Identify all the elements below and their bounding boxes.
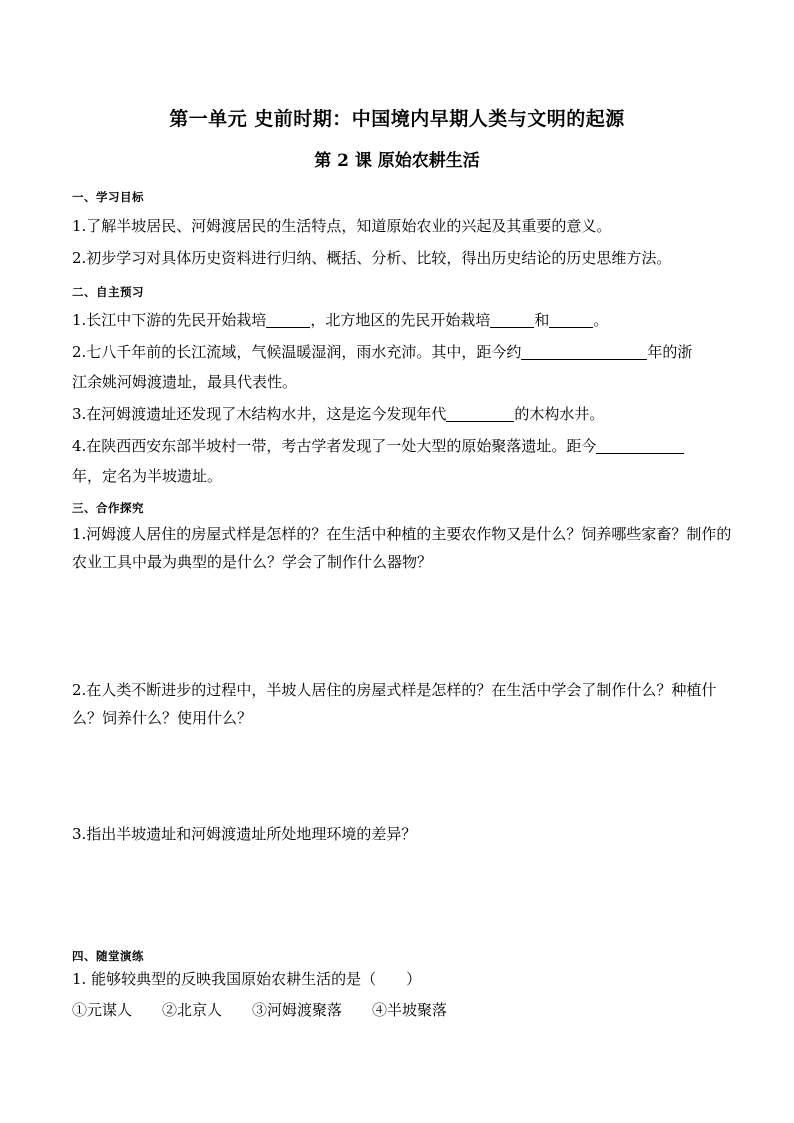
preview-q3-text-a: 3.在河姆渡遗址还发现了木结构水井，这是迄今发现年代 [72, 405, 447, 423]
unit-title: 第一单元 史前时期：中国境内早期人类与文明的起源 [169, 108, 625, 130]
answer-blank[interactable] [596, 437, 684, 454]
preview-question-3 [72, 402, 732, 426]
preview-q3-text-b: 的木构水井。 [514, 405, 605, 423]
preview-question-1 [72, 308, 732, 332]
section-heading-preview: 二、自主预习 [72, 287, 144, 299]
option-a[interactable]: ①元谋人 [72, 1001, 133, 1019]
preview-q2-text-c: 江余姚河姆渡遗址，最具代表性。 [72, 373, 298, 391]
preview-q2-text-b: 年的浙 [647, 343, 693, 361]
answer-blank[interactable] [266, 311, 310, 328]
goal-item-2: 2.初步学习对具体历史资料进行归纳、概括、分析、比较，得出历史结论的历史思维方法。 [72, 249, 672, 267]
answer-blank[interactable] [446, 405, 514, 422]
practice-question-1: 1. 能够较典型的反映我国原始农耕生活的是（ ） [72, 970, 422, 988]
preview-q1-text-d: 。 [593, 311, 609, 329]
option-c[interactable]: ③河姆渡聚落 [252, 1001, 343, 1019]
preview-q2-text-a: 2.七八千年前的长江流域，气候温暖湿润，雨水充沛。其中，距今约 [72, 343, 522, 361]
practice-options [72, 998, 732, 1022]
answer-blank[interactable] [521, 343, 647, 360]
option-b[interactable]: ②北京人 [162, 1001, 223, 1019]
preview-q4-text-b: 年，定名为半坡遗址。 [72, 467, 223, 485]
option-d[interactable]: ④半坡聚落 [372, 1001, 448, 1019]
goal-item-1: 1.了解半坡居民、河姆渡居民的生活特点，知道原始农业的兴起及其重要的意义。 [72, 217, 612, 235]
lesson-title: 第 2 课 原始农耕生活 [314, 151, 480, 171]
explore-question-2: 2.在人类不断进步的过程中，半坡人居住的房屋式样是怎样的？在生活中学会了制作什么？种植什么？饲养什么？使用什么？ [72, 681, 717, 727]
section-heading-explore: 三、合作探究 [72, 503, 144, 515]
section-heading-goals: 一、学习目标 [72, 192, 144, 204]
preview-question-2-line-1 [72, 340, 732, 364]
preview-question-4-line-1 [72, 434, 732, 458]
preview-q4-text-a: 4.在陕西西安东部半坡村一带，考古学者发现了一处大型的原始聚落遗址。距今 [72, 437, 597, 455]
preview-q1-text-c: 和 [534, 311, 550, 329]
explore-question-3: 3.指出半坡遗址和河姆渡遗址所处地理环境的差异？ [72, 825, 417, 843]
preview-q1-text-b: ，北方地区的先民开始栽培 [310, 311, 491, 329]
section-heading-practice: 四、随堂演练 [72, 951, 144, 963]
explore-question-1: 1.河姆渡人居住的房屋式样是怎样的？在生活中种植的主要农作物又是什么？饲养哪些家畜？制作的农业工具中最为典型的是什么？学会了制作什么器物？ [72, 525, 732, 571]
answer-blank[interactable] [490, 311, 534, 328]
answer-blank[interactable] [549, 311, 593, 328]
preview-q1-text-a: 1.长江中下游的先民开始栽培 [72, 311, 267, 329]
